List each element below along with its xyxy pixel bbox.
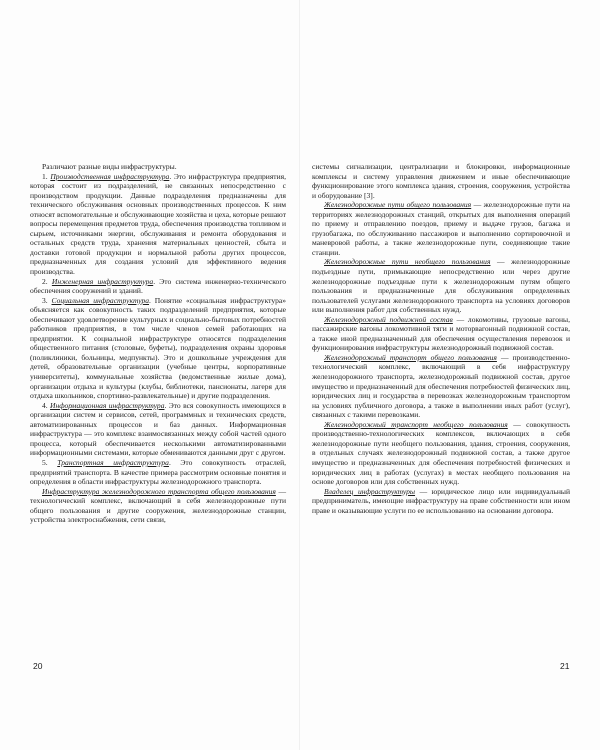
term: Железнодорожные пути необщего пользования (324, 257, 491, 267)
paragraph (312, 200, 570, 257)
paragraph (30, 277, 286, 296)
paragraph-text: — юридическое лицо или индивидуальный предприниматель, имеющие инфраструктуру на праве собственности или ином праве и оказывающие услуги по ее использованию на основании договора. (312, 486, 571, 515)
term: Железнодорожные пути общего пользования (324, 200, 472, 210)
paragraph-text: — железнодорожные подъездные пути, примыкающие непосредственно или через другие железнодорожные подъездные пути к железнодорожным путям общего пользования и предназначенные для обслуживания определенных пользователей услугами железнодорожного транспорта на условиях договоров или выполнения работ для собственных нужд. (312, 257, 570, 315)
paragraph-text: . Это система инженерно-технического обеспечения сооружений и зданий. (30, 276, 287, 296)
paragraph-text: . Это совокупность отраслей, предприятий транспорта. В качестве примера рассмотрим основные понятия и определения в области инфраструктуры железнодорожного транспорта. (30, 457, 287, 487)
paragraph (312, 487, 570, 516)
paragraph (30, 172, 286, 277)
paragraph-text: — железнодорожные пути на территориях железнодорожных станций, открытых для выполнения операций по приему и отправлению поездов, приему и выдаче грузов, багажа и грузобагажа, по обслуживанию пассажиров и выполнению сортировочной и маневровой работы, а также железнодорожные пути, соединяющие такие станции. (312, 200, 570, 257)
paragraph-text: системы сигнализации, централизации и блокировки, информационные комплексы и систему управления движением и иные обеспечивающие функционирование этого комплекса здания, строения, сооружения, устройства и оборудование [3]. (312, 162, 570, 200)
paragraph (30, 401, 286, 458)
paragraph-text: — технологический комплекс, включающий в себя железнодорожные пути общего пользования и другие сооружения, железнодорожные станции, устройства электроснабжения, сети связи, (30, 486, 286, 525)
paragraph (312, 257, 570, 314)
term: Инженерная инфраструктура (51, 276, 154, 286)
paragraph-number: 1. (42, 171, 51, 181)
term: Социальная инфраструктура (51, 295, 150, 305)
paragraph-text: — производственно-технологический комплекс, включающий в себя инфраструктуру железнодорожного транспорта, железнодорожный подвижной состав, другое имущество и предназначенный для обеспечения потребностей физических лиц, юридических лиц и государства в перевозках железнодорожным транспортом на условиях публичного договора, а также в выполнении иных работ (услуг), связанных с такими перевозками. (312, 352, 570, 420)
paragraph-text: Различают разные виды инфраструктуры. (42, 162, 177, 171)
paragraph-number: 2. (42, 276, 52, 286)
paragraph (30, 458, 286, 487)
term: Информационная инфраструктура (50, 400, 165, 410)
paragraph (312, 162, 570, 200)
left-page-number: 20 (33, 661, 43, 671)
paragraph-text: — совокупность производственно-технологических комплексов, включающих в себя железнодорожные пути необщего пользования, здания, строения, сооружения, в отдельных случаях железнодорожный подвижной состав, а также другое имущество и предназначенных для обеспечения потребностей физических и юридических лиц в работах (услугах) в местах необщего пользования на основе договоров или для собственных нужд. (312, 419, 570, 487)
paragraph-number: 5. (42, 457, 58, 467)
right-page-number: 21 (560, 661, 570, 671)
paragraph (312, 353, 570, 420)
term: Производственная инфраструктура (50, 171, 170, 181)
paragraph (30, 487, 286, 525)
term: Инфраструктура железнодорожного транспорта общего пользования (42, 486, 276, 496)
paragraph (312, 420, 570, 487)
paragraph-text: — локомотивы, грузовые вагоны, пассажирские вагоны локомотивной тяги и моторвагонный подвижной состав, а также иной предназначенный для обеспечения осуществления перевозок и функционирования инфраструктуры железнодорожный подвижной состав. (312, 314, 570, 353)
term: Железнодорожный транспорт необщего пользования (324, 419, 508, 429)
paragraph (30, 162, 286, 172)
term: Железнодорожный подвижной состав (324, 314, 453, 324)
paragraph (30, 296, 286, 401)
paragraph-text: . Это инфраструктура предприятия, которая состоит из подразделений, не связанных непосредственно с производством продукции. Данные подразделения предназначены для технического обслуживания основных производственных процессов. К ним относят вспомогательные и обслуживающие хозяйства и цеха, которые решают вопросы перемещения предметов труда, обеспечения производства топливом и сырьем, источниками энергии, обслуживания и ремонта оборудования и остальных средств труда, хранения материальных ценностей, сбыта и доставки готовой продукции и нормальной работы других процессов, предназначенных для создания условий для эффективного ведения производства. (30, 171, 286, 277)
paragraph-text: . Это вся совокупность имеющихся в организации систем и сервисов, сетей, программных и технических средств, автоматизированных процессов и баз данных. Информационная инфраструктура — это комплекс взаимосвязанных между собой частей одного процесса, который обеспечивается несколькими автоматизированными информационными системами, которые обмениваются данными друг с другом. (30, 400, 287, 458)
page-gutter (299, 0, 300, 750)
paragraph (312, 315, 570, 353)
term: Владелец инфраструктуры (324, 486, 416, 496)
term: Транспортная инфраструктура (57, 457, 169, 467)
paragraph-text: . Понятие «социальная инфраструктура» объясняется как совокупность таких подразделений предприятия, которые обеспечивают удовлетворение культурных и социально-бытовых потребностей работников предприятия, в том числе членов семей работающих на предприятии. К социальной инфраструктуре относятся подразделения общественного питания (столовые, буфеты), подразделения охраны здоровья (поликлиники, больницы, медпункты). Это и дошкольные учреждения для детей, образовательные организации (учебные центры, корпоративные университеты), коммунальные хозяйства (ведомственные жилые дома), организации отдыха и культуры (клубы, библиотеки, пансионаты, лагеря для отдыха школьников, спортивно-развлекательные) и другие подразделения. (30, 295, 287, 401)
right-page (312, 162, 570, 515)
left-page (30, 162, 286, 525)
paragraph-number: 4. (42, 400, 51, 410)
term: Железнодорожный транспорт общего пользования (324, 352, 497, 362)
paragraph-number: 3. (42, 295, 52, 305)
